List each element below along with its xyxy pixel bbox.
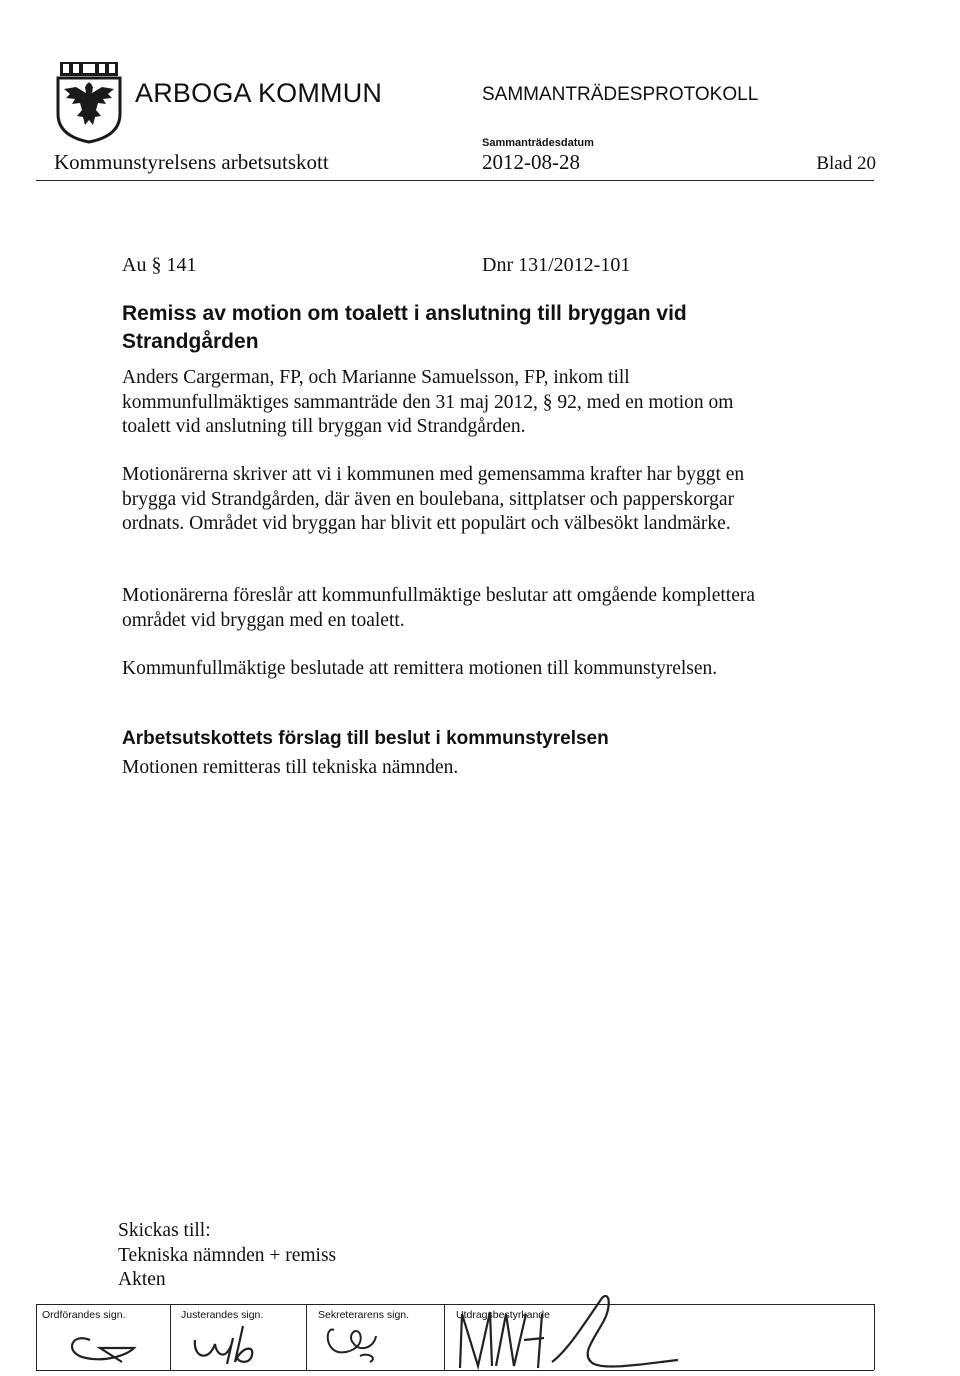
- meeting-date-caption: Sammanträdesdatum: [482, 137, 594, 149]
- send-to-item: Akten: [118, 1269, 166, 1290]
- chair-signature-label: Ordförandes sign.: [42, 1309, 126, 1321]
- signature-cell-divider: [306, 1304, 307, 1370]
- secretary-signature-label: Sekreterarens sign.: [318, 1309, 410, 1321]
- paragraph: Motionärerna föreslår att kommunfullmäktige beslutar att omgående komplettera området vid bryggan med en toalett.: [122, 585, 755, 631]
- paragraph: Kommunfullmäktige beslutade att remittera motionen till kommunstyrelsen.: [122, 658, 718, 679]
- page-number: Blad 20: [816, 153, 876, 174]
- send-to-item: Tekniska nämnden + remiss: [118, 1245, 337, 1266]
- adjuster-signature-label: Justerandes sign.: [181, 1309, 264, 1321]
- decision-heading: Arbetsutskottets förslag till beslut i kommunstyrelsen: [122, 728, 609, 749]
- signature-cell-divider: [874, 1304, 875, 1370]
- committee-name: Kommunstyrelsens arbetsutskott: [54, 150, 329, 174]
- decision-text: Motionen remitteras till tekniska nämnden.: [122, 757, 459, 778]
- extract-certification-label: Utdragsbestyrkande: [456, 1309, 550, 1321]
- registration-number: Dnr 131/2012-101: [482, 254, 631, 276]
- send-to-label: Skickas till:: [118, 1220, 211, 1241]
- meeting-date: 2012-08-28: [482, 150, 580, 174]
- document-type: SAMMANTRÄDESPROTOKOLL: [482, 84, 759, 105]
- section-number: Au § 141: [122, 254, 197, 276]
- extract-signature: [452, 1290, 682, 1374]
- org-name: ARBOGA KOMMUN: [135, 78, 383, 108]
- header-divider: [36, 180, 874, 181]
- secretary-signature: [320, 1318, 390, 1368]
- signature-cell-divider: [36, 1304, 37, 1370]
- signature-cell-divider: [170, 1304, 171, 1370]
- adjuster-signature: [185, 1318, 275, 1368]
- item-heading: Remiss av motion om toalett i anslutning till bryggan vid Strandgården: [122, 302, 687, 353]
- chair-signature: [60, 1318, 150, 1368]
- signature-cell-divider: [444, 1304, 445, 1370]
- coat-of-arms-eagle-icon: [54, 60, 124, 144]
- paragraph: Anders Cargerman, FP, och Marianne Samuelsson, FP, inkom till kommunfullmäktiges sammanträde den 31 maj 2012, § 92, med en motion om toalett vid anslutning till bryggan vid Strandgården.: [122, 367, 734, 437]
- paragraph: Motionärerna skriver att vi i kommunen med gemensamma krafter har byggt en brygga vid Strandgården, där även en boulebana, sittplatser och papperskorgar ordnats. Området vid bryggan har blivit ett populärt och välbesökt landmärke.: [122, 464, 745, 534]
